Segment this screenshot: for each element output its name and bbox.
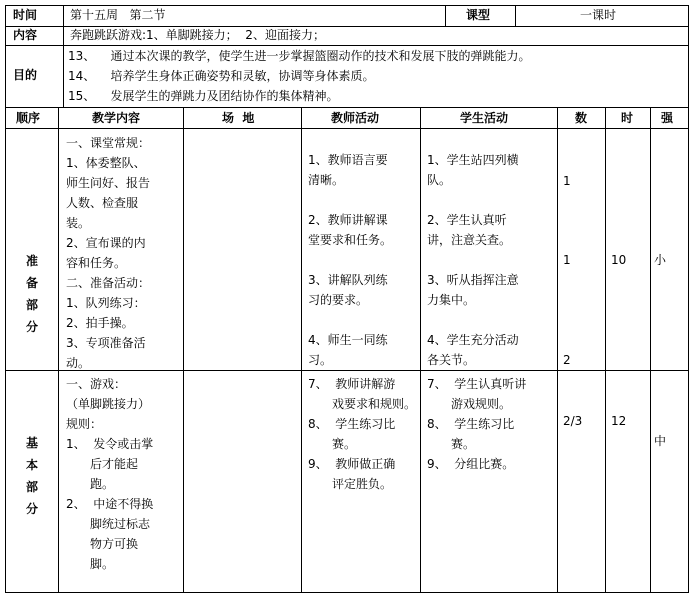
list-item: 队。 — [427, 173, 452, 187]
list-item: 7、 教师讲解游 — [308, 377, 396, 391]
basic-count: 2/3 — [563, 414, 583, 428]
list-item: 清晰。 — [308, 173, 345, 187]
preparation-student-activity — [427, 150, 519, 370]
list-item: 游戏规则。 — [451, 397, 512, 411]
list-item: 3、专项准备活 — [66, 336, 146, 350]
basic-time: 12 — [611, 414, 627, 428]
content-label: 内容 — [13, 28, 38, 42]
list-item: 1、体委整队、 — [66, 156, 146, 170]
list-item: 各关节。 — [427, 353, 476, 367]
list-item: 脚。 — [90, 557, 115, 571]
list-item: 后才能起 — [90, 457, 139, 471]
basic-student-activity — [427, 374, 526, 474]
list-item: 习的要求。 — [308, 293, 369, 307]
list-item: 习。 — [308, 353, 333, 367]
list-item: 一、课堂常规： — [66, 136, 151, 150]
preparation-intensity: 小 — [654, 253, 667, 267]
list-item: 规则： — [66, 417, 103, 431]
basic-teaching-content — [66, 374, 153, 574]
col-header-order: 顺序 — [16, 111, 41, 125]
col-header-count: 数 — [575, 111, 588, 125]
section-name-preparation: 准 备 部 分 — [25, 254, 38, 334]
lesson-type-value: 一课时 — [580, 8, 617, 22]
list-item: 4、师生一同练 — [308, 333, 388, 347]
list-item: 装。 — [66, 216, 91, 230]
list-item — [308, 250, 392, 270]
list-item: 戏要求和规则。 — [332, 397, 417, 411]
list-item: 讲，注意关查。 — [427, 233, 512, 247]
list-item: 1、学生站四列横 — [427, 153, 519, 167]
objectives-list — [68, 48, 531, 105]
col-header-teacher-activity: 教师活动 — [331, 111, 380, 125]
list-item — [427, 250, 519, 270]
list-item: 1、 发令或击掌 — [66, 437, 154, 451]
list-item: 评定胜负。 — [332, 477, 393, 491]
list-item: 8、 学生练习比 — [308, 417, 396, 431]
list-item — [308, 190, 392, 210]
list-item: 8、 学生练习比 — [427, 417, 515, 431]
list-item: 2、 中途不得换 — [66, 497, 154, 511]
col-header-time: 时 — [621, 111, 634, 125]
list-item: 2、拍手操。 — [66, 316, 134, 330]
list-item: 人数、检查服 — [66, 196, 139, 210]
list-item: 7、 学生认真听讲 — [427, 377, 527, 391]
col-header-venue: 场 地 — [222, 111, 255, 125]
preparation-count-3: 2 — [563, 353, 571, 367]
list-item: 4、学生充分活动 — [427, 333, 519, 347]
preparation-teacher-activity — [308, 150, 392, 370]
preparation-count-2: 1 — [563, 253, 571, 267]
time-value: 第十五周 第二节 — [70, 8, 166, 22]
list-item: 2、宣布课的内 — [66, 236, 146, 250]
list-item: 物方可换 — [90, 537, 139, 551]
basic-intensity: 中 — [654, 434, 667, 448]
col-header-student-activity: 学生活动 — [460, 111, 509, 125]
list-item: 3、听从指挥注意 — [427, 273, 519, 287]
list-item: 堂要求和任务。 — [308, 233, 393, 247]
section-name-basic: 基 本 部 分 — [25, 436, 38, 516]
list-item: 2、教师讲解课 — [308, 213, 388, 227]
lesson-type-label: 课型 — [466, 8, 491, 22]
col-header-intensity: 强 — [661, 111, 674, 125]
col-header-teaching-content: 教学内容 — [92, 111, 141, 125]
list-item: 9、 分组比赛。 — [427, 457, 515, 471]
list-item: 1、队列练习： — [66, 296, 146, 310]
list-item: 跑。 — [90, 477, 115, 491]
time-label: 时间 — [13, 8, 38, 22]
content-value: 奔跑跳跃游戏:1、单脚跳接力； 2、迎面接力； — [70, 28, 325, 42]
list-item: 容和任务。 — [66, 256, 127, 270]
list-item: 3、讲解队列练 — [308, 273, 388, 287]
list-item: （单脚跳接力） — [66, 397, 151, 411]
list-item: 2、学生认真听 — [427, 213, 507, 227]
list-item: 脚统过标志 — [90, 517, 151, 531]
list-item: 赛。 — [332, 437, 357, 451]
preparation-count-1: 1 — [563, 174, 571, 188]
list-item — [308, 310, 392, 330]
list-item: 赛。 — [451, 437, 476, 451]
objective-item: 13、 通过本次课的教学，使学生进一步掌握篮圈动作的技术和发展下肢的弹跳能力。 — [68, 49, 531, 63]
basic-teacher-activity — [308, 374, 416, 494]
objectives-label: 目的 — [13, 68, 38, 82]
list-item: 二、准备活动： — [66, 276, 151, 290]
list-item — [427, 310, 519, 330]
list-item: 师生问好、报告 — [66, 176, 151, 190]
preparation-time: 10 — [611, 253, 627, 267]
objective-item: 14、 培养学生身体正确姿势和灵敏，协调等身体素质。 — [68, 69, 375, 83]
objective-item: 15、 发展学生的弹跳力及团结协作的集体精神。 — [68, 89, 339, 103]
list-item: 9、 教师做正确 — [308, 457, 396, 471]
list-item: 力集中。 — [427, 293, 476, 307]
list-item: 动。 — [66, 356, 91, 370]
list-item: 一、游戏： — [66, 377, 127, 391]
list-item: 1、教师语言要 — [308, 153, 388, 167]
list-item — [427, 190, 519, 210]
preparation-teaching-content — [66, 133, 150, 373]
